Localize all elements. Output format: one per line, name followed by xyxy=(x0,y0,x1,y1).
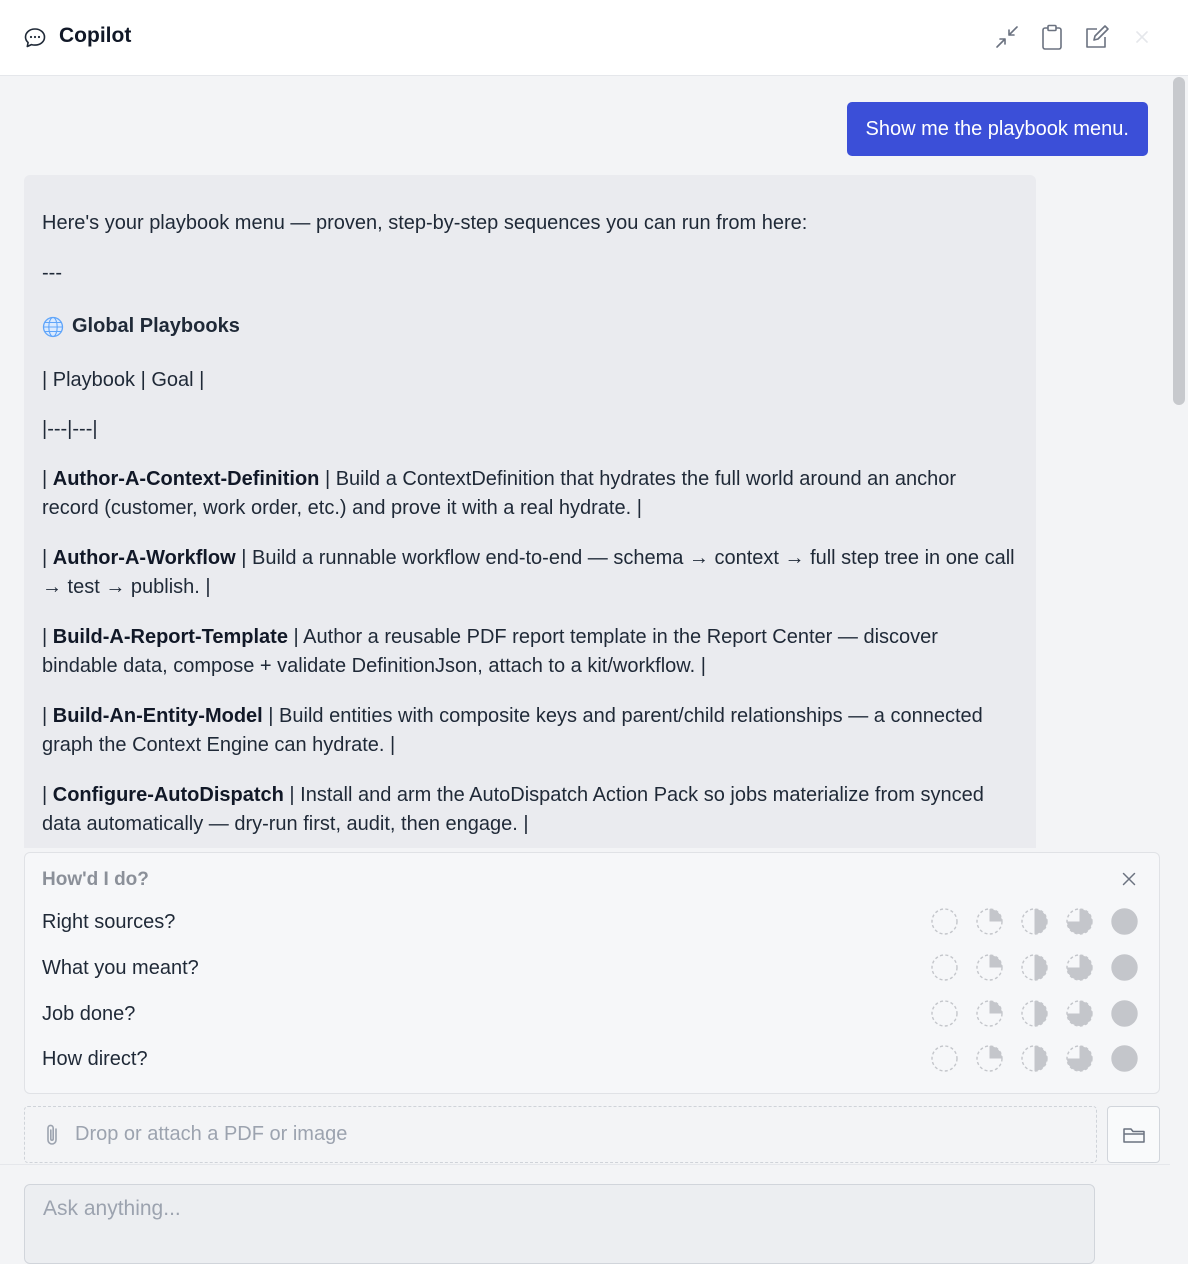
feedback-row-job xyxy=(42,995,1142,1035)
feedback-row-sources xyxy=(42,903,1142,943)
rating-empty-icon[interactable] xyxy=(930,999,959,1028)
folder-icon xyxy=(1122,1124,1146,1146)
rating-half-icon[interactable] xyxy=(1020,1044,1049,1073)
rating-full-icon[interactable] xyxy=(1110,1044,1139,1073)
user-message: Show me the playbook menu. xyxy=(847,102,1149,156)
new-chat-button[interactable] xyxy=(1082,22,1112,52)
playbook-goal: Build a ContextDefinition that hydrates the full world around an anchor record (customer, work order, etc.) and prove it with a real hydrate. xyxy=(42,467,957,519)
playbook-name: Build-A-Report-Template xyxy=(52,625,288,648)
rating-three-quarter-icon[interactable] xyxy=(1065,953,1094,982)
rating-full-icon[interactable] xyxy=(1110,907,1139,936)
playbook-goal: Build entities with composite keys and parent/child relationships — a connected graph the Context Engine can hydrate. xyxy=(42,704,983,756)
attach-dropzone[interactable] xyxy=(24,1106,1097,1163)
rating-quarter-icon[interactable] xyxy=(975,907,1004,936)
playbook-name: Configure-AutoDispatch xyxy=(52,783,284,806)
rating-group xyxy=(930,907,1139,936)
rating-empty-icon[interactable] xyxy=(930,953,959,982)
feedback-panel xyxy=(24,852,1160,1094)
section-title: Global Playbooks xyxy=(72,315,240,337)
feedback-row-direct xyxy=(42,1040,1142,1080)
playbook-row: | Author-A-Context-Definition | Build a ContextDefinition that hydrates the full world around an anchor record (customer, work order, etc.) and prove it with a real hydrate. | xyxy=(42,467,957,519)
rating-three-quarter-icon[interactable] xyxy=(1065,1044,1094,1073)
playbook-goal: Build a runnable workflow end-to-end — schema → context → full step tree in one call → test → publish. xyxy=(42,546,1015,598)
assistant-message xyxy=(24,175,1036,848)
playbook-row: | Build-An-Entity-Model | Build entities with composite keys and parent/child relationships — a connected graph the Context Engine can hydrate. | xyxy=(42,704,983,756)
rating-half-icon[interactable] xyxy=(1020,953,1049,982)
rating-full-icon[interactable] xyxy=(1110,999,1139,1028)
collapse-button[interactable] xyxy=(992,22,1022,52)
table-header: | Playbook | Goal | xyxy=(42,368,205,391)
globe-icon xyxy=(42,316,64,338)
rating-half-icon[interactable] xyxy=(1020,999,1049,1028)
browse-files-button[interactable] xyxy=(1107,1106,1160,1163)
chat-bubble-icon xyxy=(23,26,47,50)
playbook-row: | Build-A-Report-Template | Author a reusable PDF report template in the Report Center — discover bindable data, compose + validate DefinitionJson, attach to a kit/workflow. | xyxy=(42,625,938,677)
rating-group xyxy=(930,953,1139,982)
rating-half-icon[interactable] xyxy=(1020,907,1049,936)
rating-empty-icon[interactable] xyxy=(930,1044,959,1073)
composer-divider xyxy=(0,1164,1170,1165)
playbook-row: | Author-A-Workflow | Build a runnable workflow end-to-end — schema → context → full step tree in one call → test → publish. | xyxy=(42,546,1015,598)
copilot-header xyxy=(0,0,1188,76)
rating-group xyxy=(930,999,1139,1028)
playbook-name: Author-A-Workflow xyxy=(52,546,236,569)
feedback-row-meant xyxy=(42,949,1142,989)
section-heading xyxy=(42,312,1018,342)
ask-input[interactable] xyxy=(25,1185,1094,1263)
paperclip-icon xyxy=(41,1122,65,1148)
feedback-title: How'd I do? xyxy=(42,869,149,890)
edit-icon xyxy=(1083,23,1111,51)
table-separator: |---|---| xyxy=(42,418,98,440)
playbook-goal: Install and arm the AutoDispatch Action Pack so jobs materialize from synced data automatically — dry-run first, audit, then engage. xyxy=(42,783,984,835)
conversation-scroll[interactable] xyxy=(0,77,1170,848)
playbook-name: Build-An-Entity-Model xyxy=(52,704,263,727)
assistant-intro: Here's your playbook menu — proven, step-by-step sequences you can run from here: xyxy=(42,212,808,234)
rating-full-icon[interactable] xyxy=(1110,953,1139,982)
markdown-rule: --- xyxy=(42,261,62,284)
feedback-close-icon[interactable] xyxy=(1119,869,1139,889)
rating-quarter-icon[interactable] xyxy=(975,953,1004,982)
rating-three-quarter-icon[interactable] xyxy=(1065,999,1094,1028)
clipboard-icon xyxy=(1039,23,1065,51)
feedback-question: Right sources? xyxy=(42,911,176,933)
close-icon xyxy=(1132,27,1152,47)
rating-quarter-icon[interactable] xyxy=(975,1044,1004,1073)
playbook-row: | Configure-AutoDispatch | Install and arm the AutoDispatch Action Pack so jobs materialize from synced data automatically — dry-run first, audit, then engage. | xyxy=(42,783,984,835)
close-button[interactable] xyxy=(1127,22,1157,52)
playbook-name: Author-A-Context-Definition xyxy=(52,467,320,490)
feedback-question: What you meant? xyxy=(42,957,199,979)
attach-placeholder: Drop or attach a PDF or image xyxy=(75,1123,348,1145)
rating-quarter-icon[interactable] xyxy=(975,999,1004,1028)
feedback-question: Job done? xyxy=(42,1003,136,1025)
panel-title: Copilot xyxy=(59,24,132,47)
feedback-question: How direct? xyxy=(42,1048,148,1070)
clipboard-button[interactable] xyxy=(1037,22,1067,52)
rating-three-quarter-icon[interactable] xyxy=(1065,907,1094,936)
composer xyxy=(24,1184,1095,1264)
rating-empty-icon[interactable] xyxy=(930,907,959,936)
rating-group xyxy=(930,1044,1139,1073)
scrollbar-thumb[interactable] xyxy=(1173,77,1185,405)
playbook-goal: Author a reusable PDF report template in the Report Center — discover bindable data, compose + validate DefinitionJson, attach to a kit/workflow. xyxy=(42,625,938,677)
collapse-icon xyxy=(993,23,1021,51)
